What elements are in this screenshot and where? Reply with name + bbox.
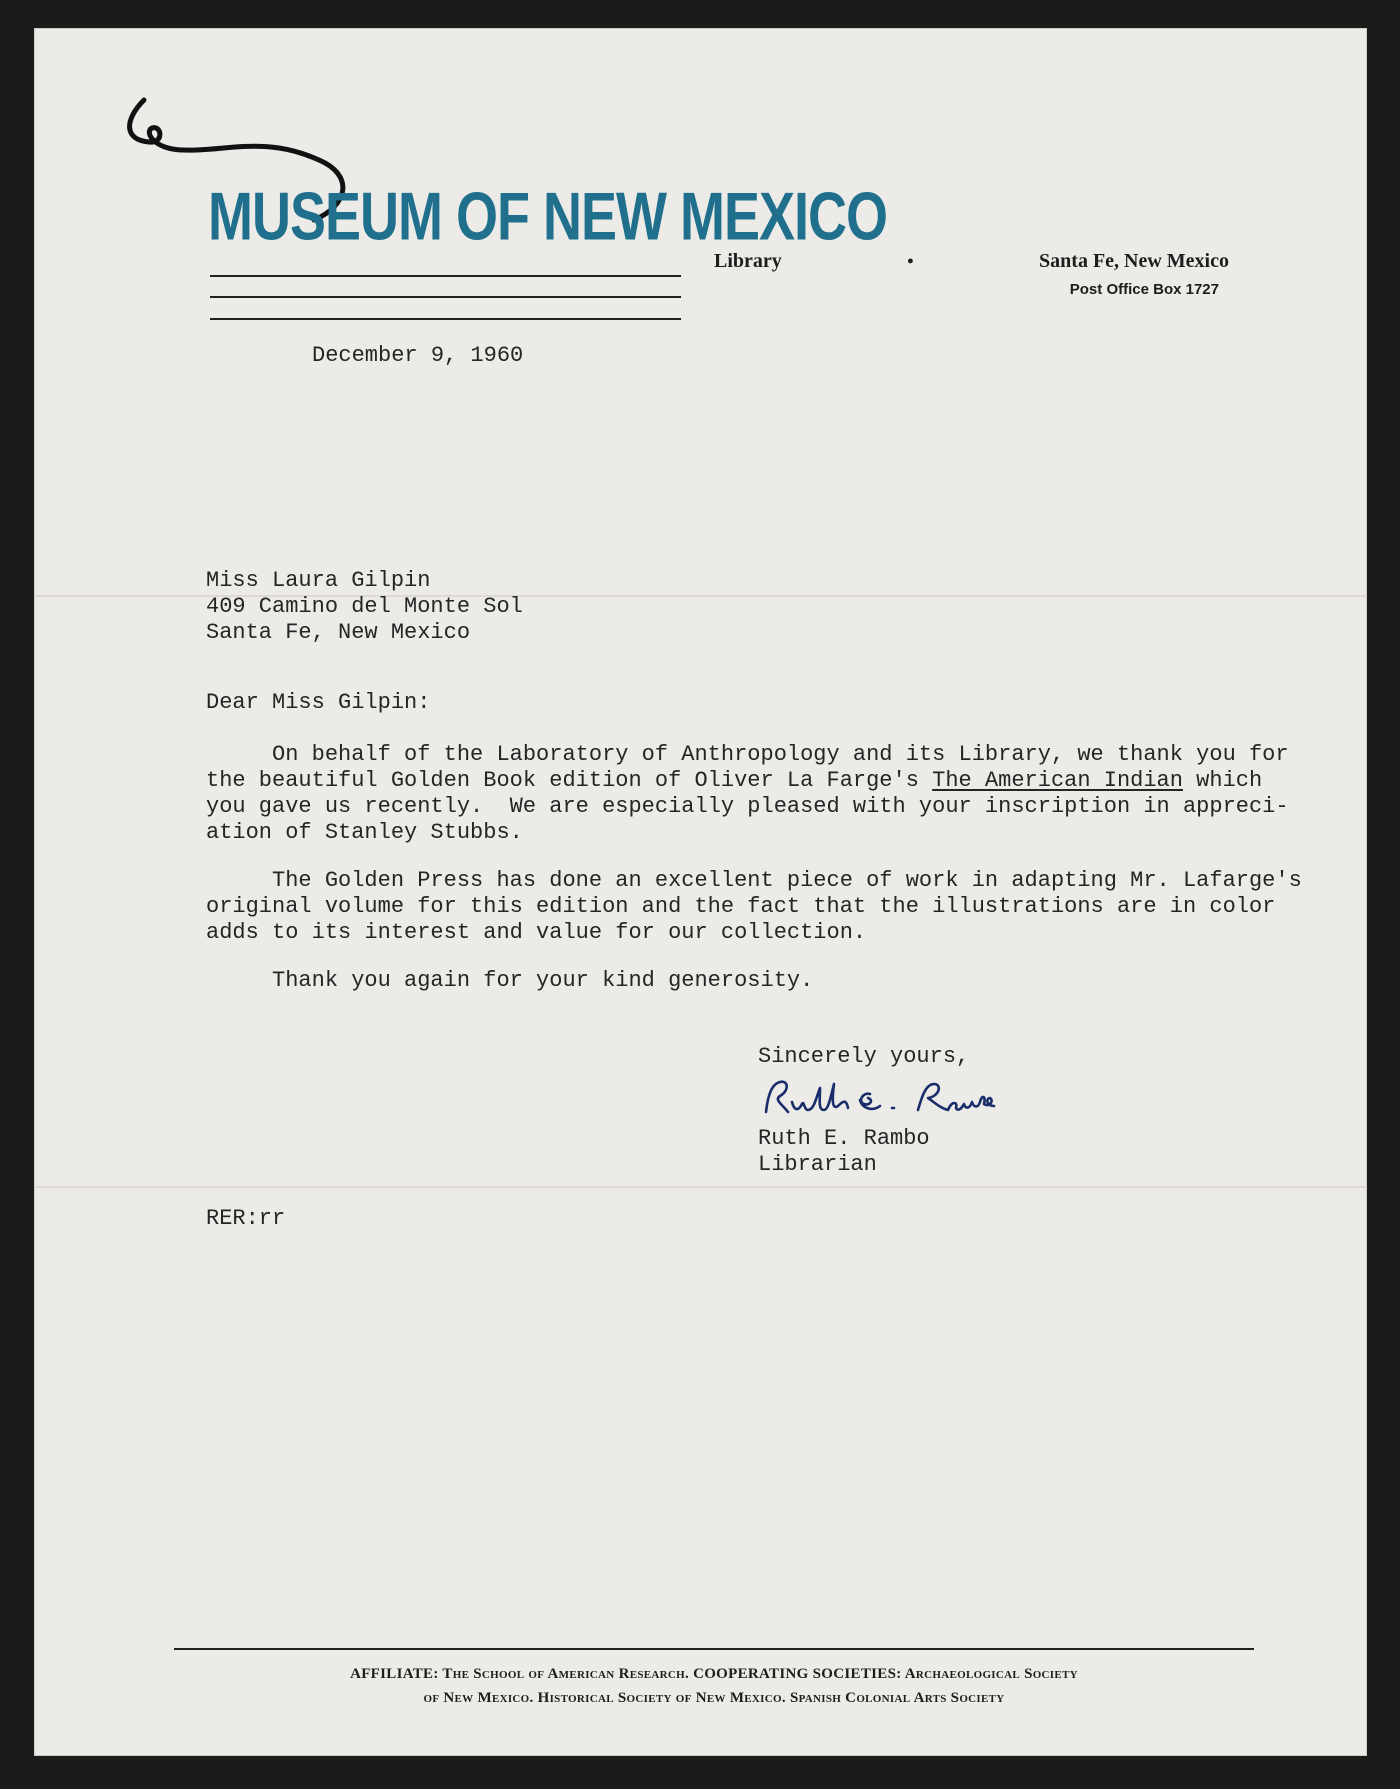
city-name: Santa Fe, New Mexico [1039,250,1229,272]
footer-line: of New Mexico. Historical Society of New Mexico. Spanish Colonial Arts Society [423,1690,1005,1706]
address-line: Santa Fe, New Mexico [206,620,471,645]
fold-line [34,1186,1367,1188]
text-run: which [1182,768,1263,793]
letterhead-rule [210,275,681,277]
closing: Sincerely yours, [758,1044,970,1069]
paragraph-line: adds to its interest and value for our collection. [206,920,867,945]
museum-logo: MUSEUM OF NEW MEXICO [208,179,887,255]
paragraph-3: Thank you again for your kind generosity. [206,968,814,993]
footer-rule [174,1648,1254,1650]
signer-title: Librarian [758,1152,877,1177]
letterhead-address [714,250,1229,298]
book-title: The American Indian [932,768,1183,793]
letter-date: December 9, 1960 [312,343,524,368]
paragraph-line: you gave us recently. We are especially pleased with your inscription in appreci- [206,794,1289,819]
letterhead-rule [210,296,681,298]
po-box: Post Office Box 1727 [1069,281,1219,298]
department-name: Library [714,250,782,272]
signer-name: Ruth E. Rambo [758,1126,930,1151]
signer-block [758,1126,930,1178]
bullet-separator: • [907,251,914,271]
salutation: Dear Miss Gilpin: [206,690,431,715]
letterhead-rule [210,318,681,320]
letter-page [34,28,1367,1756]
address-line: 409 Camino del Monte Sol [206,594,523,619]
text-run: the beautiful Golden Book edition of Oliver La Farge's [206,768,933,793]
handwritten-signature [758,1074,1048,1126]
address-line: Miss Laura Gilpin [206,568,431,593]
paragraph-line: original volume for this edition and the fact that the illustrations are in color [206,894,1276,919]
footer-line: AFFILIATE: The School of American Research. COOPERATING SOCIETIES: Archaeological Society [350,1666,1078,1682]
paragraph-line: The Golden Press has done an excellent piece of work in adapting Mr. Lafarge's [206,868,1302,893]
paragraph-1 [206,742,1289,846]
paragraph-2 [206,868,1302,946]
recipient-address [206,568,523,646]
paragraph-line [206,768,1289,794]
paragraph-line: On behalf of the Laboratory of Anthropology and its Library, we thank you for [206,742,1289,767]
reference-initials: RER:rr [206,1206,286,1231]
paragraph-line: ation of Stanley Stubbs. [206,820,523,845]
footer-affiliations [174,1662,1254,1710]
